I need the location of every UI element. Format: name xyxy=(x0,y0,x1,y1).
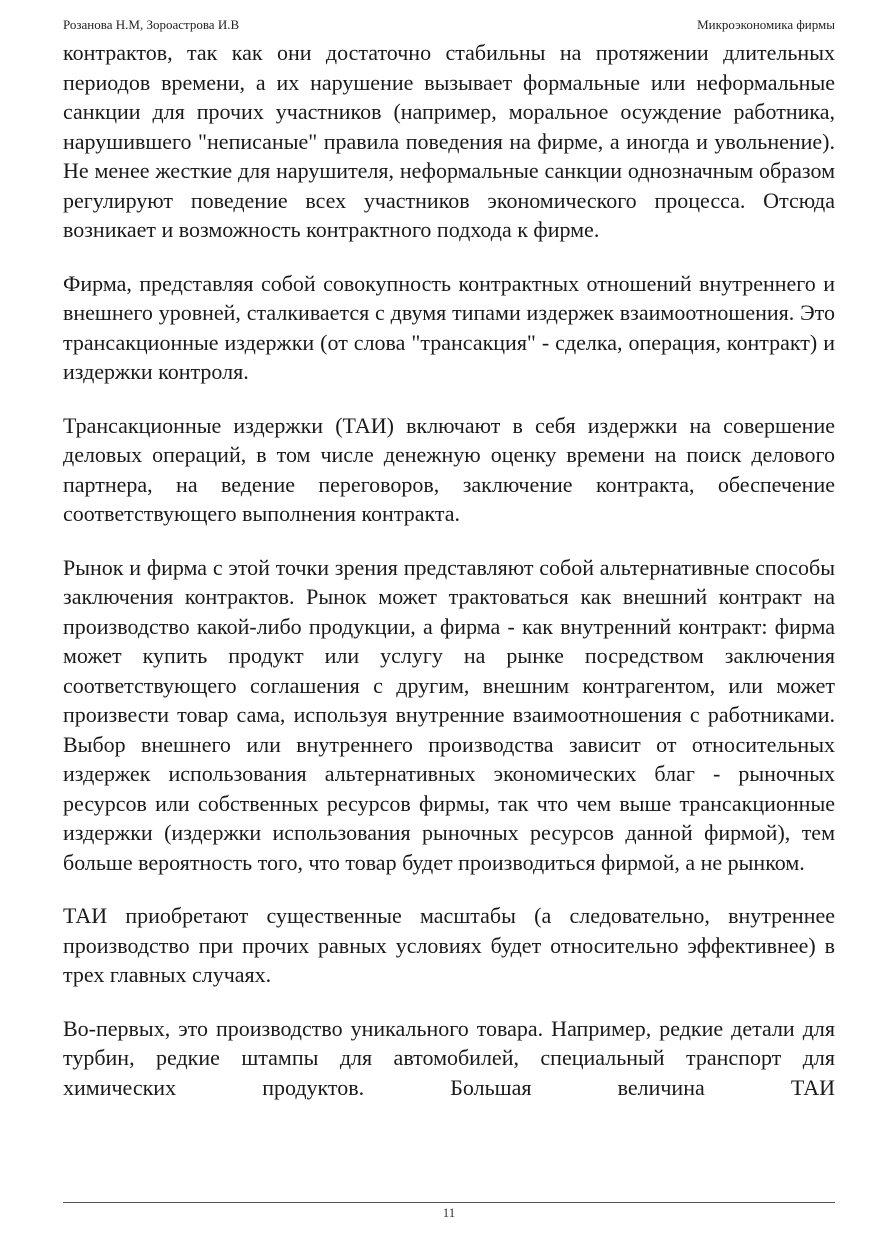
header-book-title: Микроэкономика фирмы xyxy=(697,17,835,32)
paragraph-3: Трансакционные издержки (ТАИ) включают в себя издержки на совершение деловых операций, в том числе денежную оценку времени на поиск делового партнера, на ведение переговоров, заключение контракта, обеспечение соответствующего выполнения контракта. xyxy=(63,412,835,526)
header-authors: Розанова Н.М, Зороастрова И.В xyxy=(63,17,240,32)
paragraph-6: Во-первых, это производство уникального товара. Например, редкие детали для турбин, редкие штампы для автомобилей, специальный транспорт для химических продуктов. Большая величина ТАИ xyxy=(63,1015,835,1100)
page-number: 11 xyxy=(442,1205,456,1220)
paragraph-1: контрактов, так как они достаточно стабильны на протяжении длительных периодов времени, а их нарушение вызывает формальные или неформальные санкции для прочих участников (например, моральное осуждение работника, нарушившего "неписаные" правила поведения на фирме, а иногда и увольнение). Не менее жесткие для нарушителя, неформальные санкции однозначным образом регулируют поведение всех участников экономического процесса. Отсюда возникает и возможность контрактного подхода к фирме. xyxy=(63,40,835,242)
paragraph-4: Рынок и фирма с этой точки зрения представляют собой альтернативные способы заключения контрактов. Рынок может трактоваться как внешний контракт на производство какой-либо продукции, а фирма - как внутренний контракт: фирма может купить продукт или услугу на рынке посредством заключения соответствующего соглашения с другим, внешним контрагентом, или может произвести товар сама, используя внутренние взаимоотношения с работниками. Выбор внешнего или внутреннего производства зависит от относительных издержек использования альтернативных экономических благ - рыночных ресурсов или собственных ресурсов фирмы, так что чем выше трансакционные издержки (издержки использования рыночных ресурсов данной фирмой), тем больше вероятность того, что товар будет производиться фирмой, а не рынком. xyxy=(63,554,835,875)
page-body xyxy=(63,38,835,1126)
paragraph-5: ТАИ приобретают существенные масштабы (а следовательно, внутреннее производство при прочих равных условиях будет относительно эффективнее) в трех главных случаях. xyxy=(63,903,835,987)
footer-divider xyxy=(63,1202,835,1203)
paragraph-2: Фирма, представляя собой совокупность контрактных отношений внутреннего и внешнего уровней, сталкивается с двумя типами издержек взаимоотношения. Это трансакционные издержки (от слова "трансакция" - сделка, операция, контракт) и издержки контроля. xyxy=(63,270,835,384)
